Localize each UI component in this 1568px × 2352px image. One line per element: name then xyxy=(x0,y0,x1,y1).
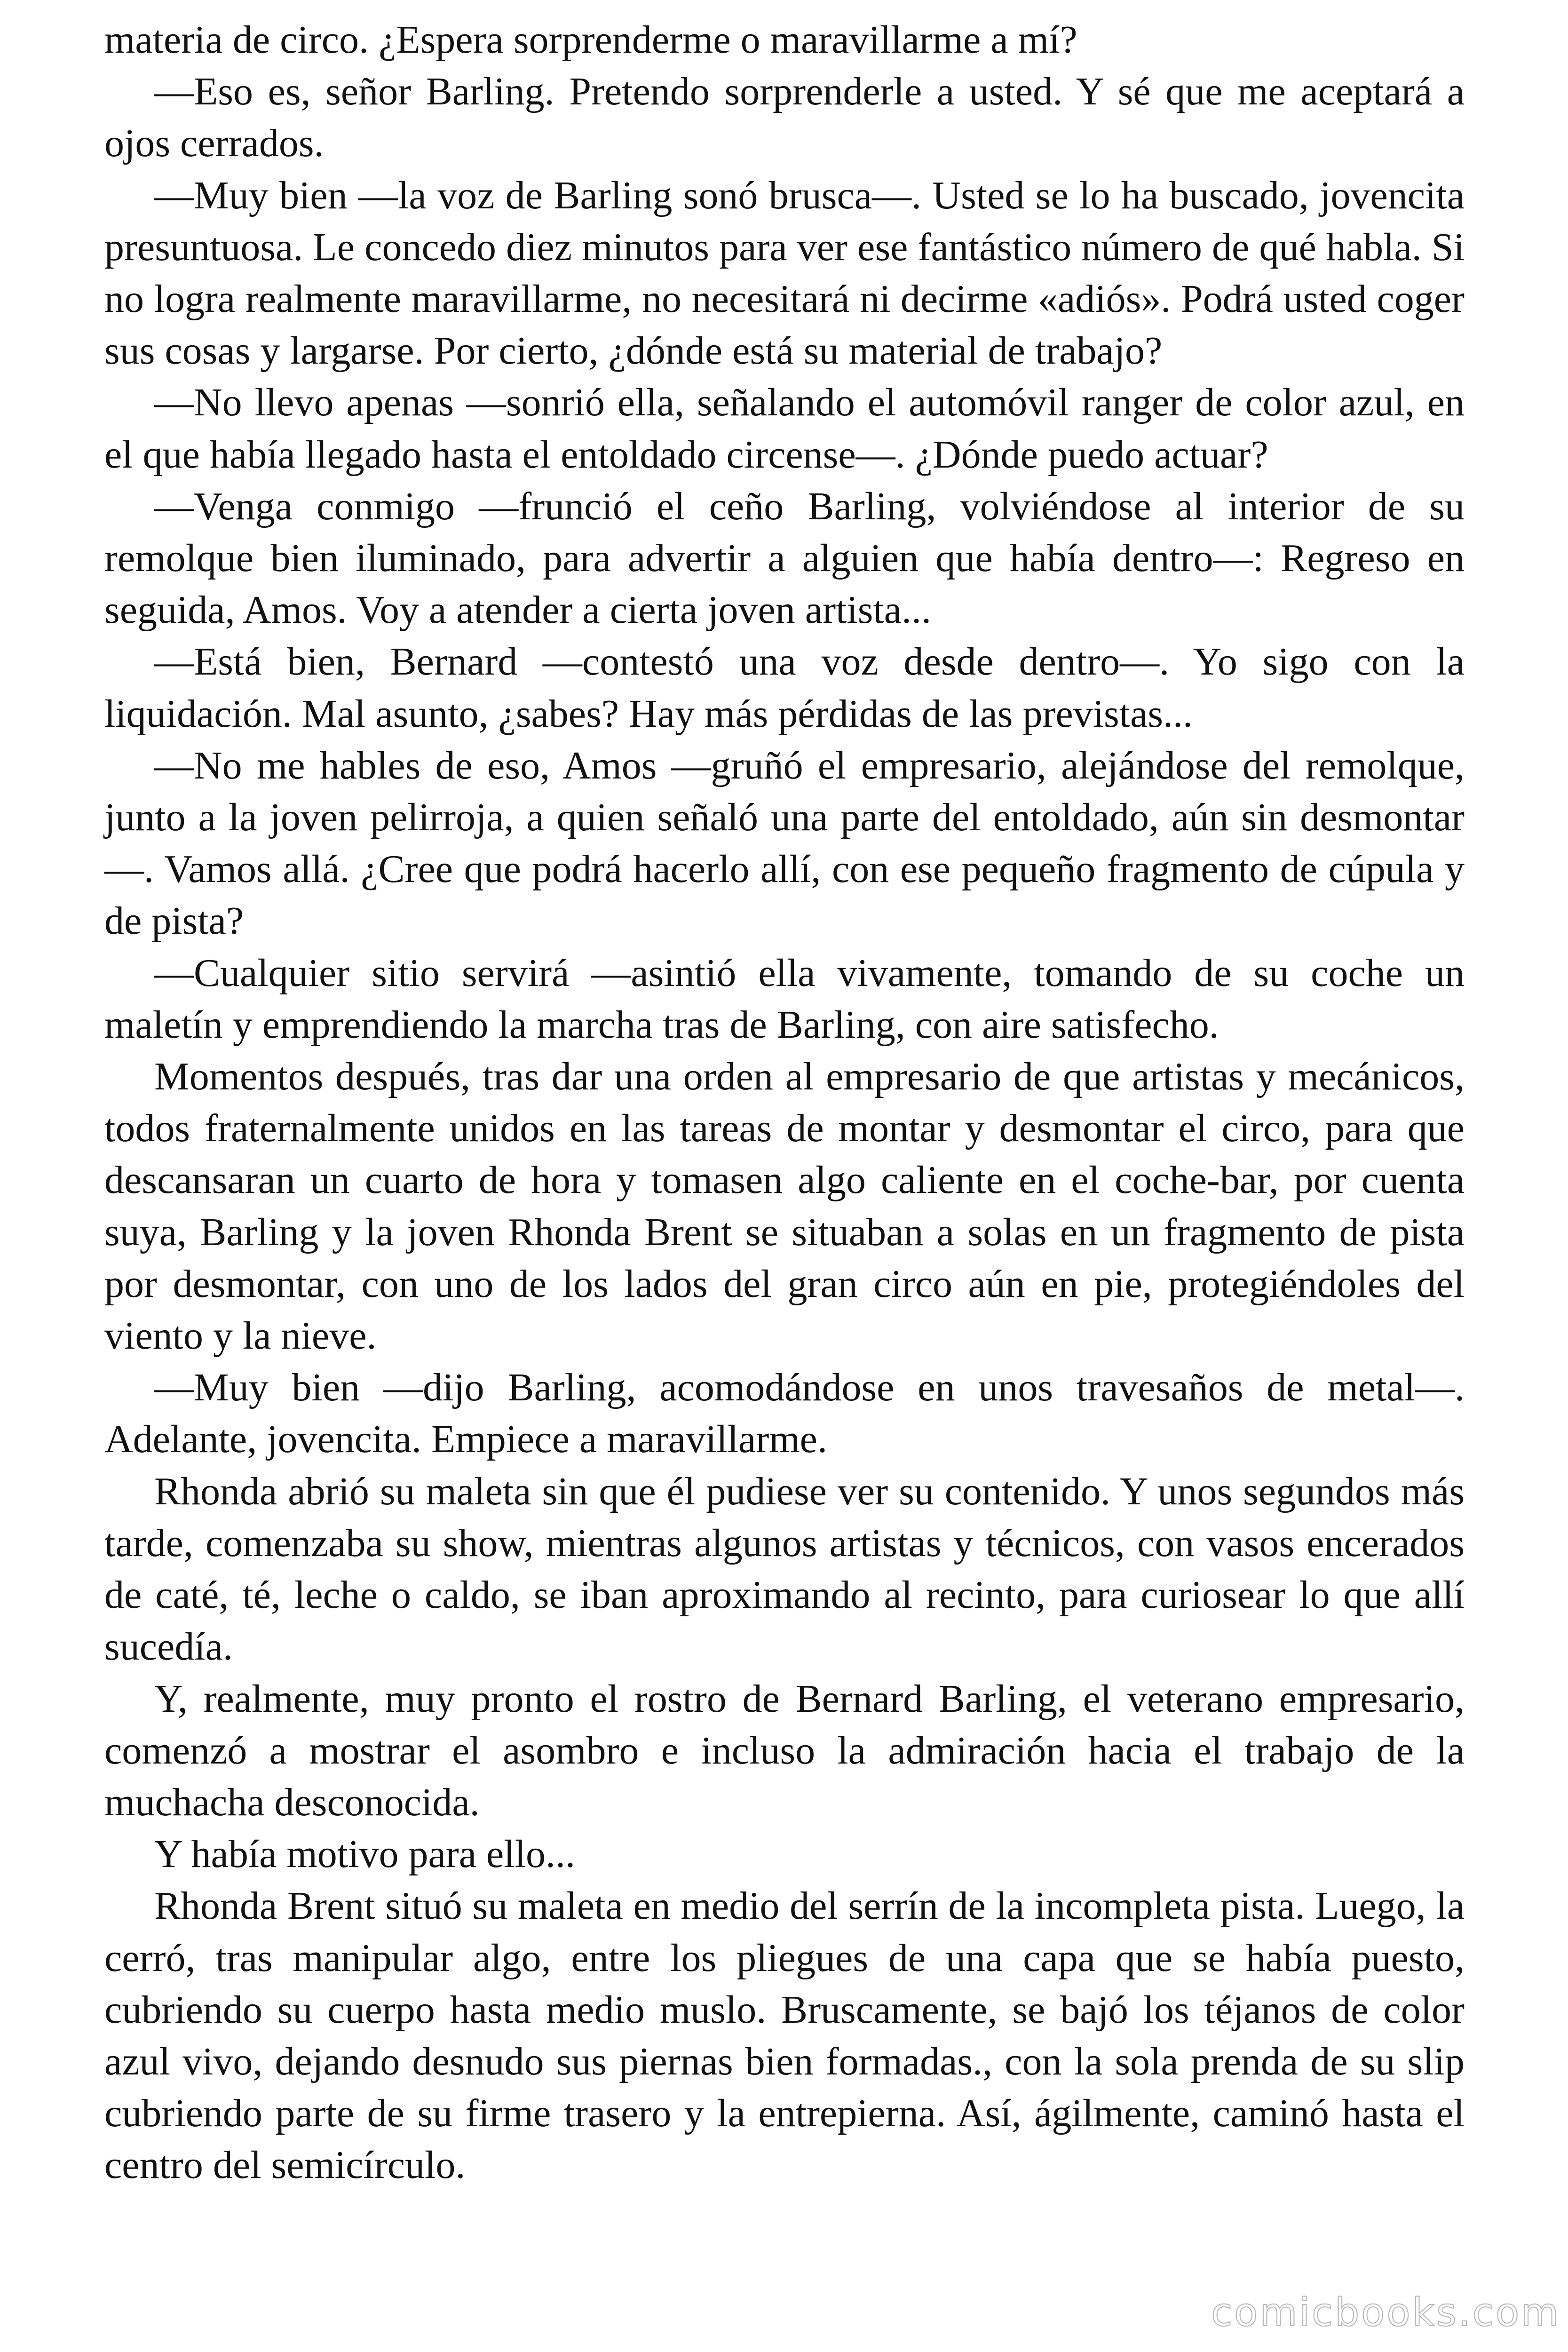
paragraph: Y, realmente, muy pronto el rostro de Bernard Barling, el veterano empresario, comenzó a mostrar el asombro e incluso la admiración hacia el trabajo de la muchacha desconocida. xyxy=(104,1677,1465,1824)
paragraph: Y había motivo para ello... xyxy=(154,1832,575,1876)
paragraph: Rhonda abrió su maleta sin que él pudiese ver su contenido. Y unos segundos más tarde, comenzaba su show, mientras algunos artistas y técnicos, con vasos encerados de caté, té, leche o caldo, se iban aproximando al recinto, para curiosear lo que allí sucedía. xyxy=(104,1469,1465,1669)
paragraph: materia de circo. ¿Espera sorprenderme o maravillarme a mí? xyxy=(104,18,1077,62)
paragraph: Rhonda Brent situó su maleta en medio del serrín de la incompleta pista. Luego, la cerró, tras manipular algo, entre los pliegues de una capa que se había puesto, cubriendo su cuerpo hasta medio muslo. Bruscamente, se bajó los téjanos de color azul vivo, dejando desnudo sus piernas bien formadas., con la sola prenda de su slip cubriendo parte de su firme trasero y la entrepierna. Así, ágilmente, caminó hasta el centro del semicírculo. xyxy=(104,1884,1465,2187)
paragraph: —Muy bien —dijo Barling, acomodándose en unos travesaños de metal—. Adelante, jovencita. Empiece a maravillarme. xyxy=(104,1366,1465,1462)
body-text xyxy=(104,14,1465,2192)
paragraph: —Venga conmigo —frunció el ceño Barling, volviéndose al interior de su remolque bien iluminado, para advertir a alguien que había dentro—: Regreso en seguida, Amos. Voy a atender a cierta joven artista... xyxy=(104,484,1465,632)
paragraph: —No llevo apenas —sonrió ella, señalando el automóvil ranger de color azul, en el que había llegado hasta el entoldado circense—. ¿Dónde puedo actuar? xyxy=(104,381,1465,477)
paragraph: —Eso es, señor Barling. Pretendo sorprenderle a usted. Y sé que me aceptará a ojos cerrados. xyxy=(104,70,1465,166)
paragraph: Momentos después, tras dar una orden al empresario de que artistas y mecánicos, todos fraternalmente unidos en las tareas de montar y desmontar el circo, para que descansaran un cuarto de hora y tomasen algo caliente en el coche-bar, por cuenta suya, Barling y la joven Rhonda Brent se situaban a solas en un fragmento de pista por desmontar, con uno de los lados del gran circo aún en pie, protegiéndoles del viento y la nieve. xyxy=(104,1055,1465,1358)
paragraph: —Está bien, Bernard —contestó una voz desde dentro—. Yo sigo con la liquidación. Mal asunto, ¿sabes? Hay más pérdidas de las previstas... xyxy=(104,640,1465,736)
watermark: comicbooks.com xyxy=(1211,2290,1560,2335)
paragraph: —No me hables de eso, Amos —gruñó el empresario, alejándose del remolque, junto a la joven pelirroja, a quien señaló una parte del entoldado, aún sin desmontar—. Vamos allá. ¿Cree que podrá hacerlo allí, con ese pequeño fragmento de cúpula y de pista? xyxy=(104,743,1465,943)
paragraph: —Cualquier sitio servirá —asintió ella vivamente, tomando de su coche un maletín y emprendiendo la marcha tras de Barling, con aire satisfecho. xyxy=(104,951,1465,1047)
paragraph: —Muy bien —la voz de Barling sonó brusca—. Usted se lo ha buscado, jovencita presuntuosa. Le concedo diez minutos para ver ese fantástico número de qué habla. Si no logra realmente maravillarme, no necesitará ni decirme «adiós». Podrá usted coger sus cosas y largarse. Por cierto, ¿dónde está su material de trabajo? xyxy=(104,173,1465,373)
